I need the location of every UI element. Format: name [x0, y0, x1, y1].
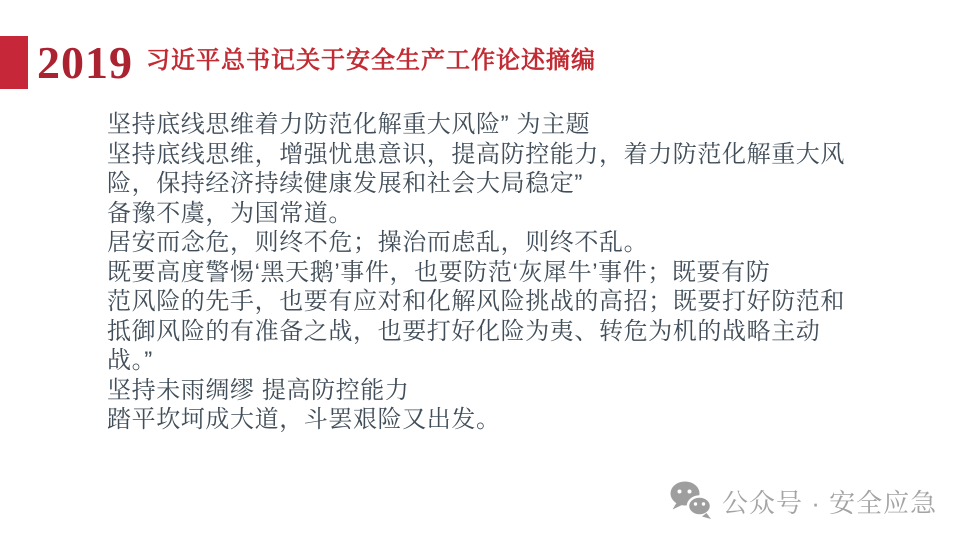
body-line: 既要高度警惕‘黑天鹅’事件，也要防范‘灰犀牛’事件；既要有防 [107, 258, 771, 286]
body-line: 范风险的先手，也要有应对和化解风险挑战的高招；既要打好防范和 [107, 288, 845, 315]
body-line: 居安而念危，则终不危；操治而虑乱，则终不乱。 [107, 229, 649, 256]
body-line: 战。” [107, 347, 153, 374]
wechat-icon [668, 480, 714, 522]
body-text-block [107, 110, 887, 435]
body-line: 备豫不虞，为国常道。 [107, 199, 353, 227]
watermark-text: 公众号 · 安全应急 [722, 487, 938, 518]
body-line: 坚持未雨绸缪 提高防控能力 [107, 376, 410, 404]
body-line: 坚持底线思维，增强忧患意识，提高防控能力，着力防范化解重大风 [107, 140, 845, 168]
header-accent-square [0, 36, 28, 89]
slide-header [0, 0, 960, 100]
body-line: 抵御风险的有准备之战，也要打好化险为夷、转危为机的战略主动 [107, 317, 821, 345]
body-line: 坚持底线思维着力防范化解重大风险” 为主题 [107, 111, 591, 138]
body-line: 险，保持经济持续健康发展和社会大局稳定” [107, 170, 583, 197]
header-year: 2019 [37, 37, 133, 88]
slide-title: 习近平总书记关于安全生产工作论述摘编 [146, 47, 596, 74]
body-line: 踏平坎坷成大道，斗罢艰险又出发。 [107, 406, 501, 433]
watermark [668, 480, 937, 522]
